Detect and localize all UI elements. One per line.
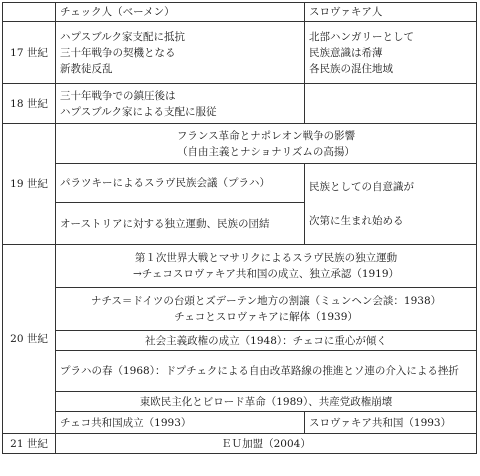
czech-18-cell bbox=[56, 84, 305, 124]
slovak-17-line: 各民族の混住地域 bbox=[309, 62, 393, 75]
history-table-container bbox=[2, 2, 477, 454]
czech-17-line: 三十年戦争の契機となる bbox=[60, 46, 176, 59]
czech-18-line: ハプスブルク家による支配に服従 bbox=[60, 105, 217, 118]
c20-prague-spring-cell bbox=[56, 351, 477, 392]
header-czech: チェック人（ベーメン） bbox=[56, 3, 305, 22]
c20-nazi-line: チェコとスロヴァキアに解体（1939） bbox=[174, 311, 358, 323]
row-17th-century bbox=[3, 22, 477, 84]
c20-nazi-line: ナチス＝ドイツの台頭とズデーテン地方の割譲（ミュンヘン会談：1938） bbox=[90, 295, 442, 307]
century-label-19: 19 世紀 bbox=[3, 124, 56, 245]
century-label-17: 17 世紀 bbox=[3, 22, 56, 84]
row-20th-ww1 bbox=[3, 245, 477, 288]
century-label-20: 20 世紀 bbox=[3, 245, 56, 434]
slovak-17-line: 民族意識は希薄 bbox=[309, 46, 383, 59]
header-slovak: スロヴァキア人 bbox=[305, 3, 477, 22]
row-20th-republics bbox=[3, 412, 477, 434]
row-19th-century-shared bbox=[3, 124, 477, 164]
c19-shared-line: フランス革命とナポレオン戦争の影響 bbox=[176, 129, 356, 142]
czech-19-slav-congress bbox=[56, 164, 305, 203]
czech-17-cell bbox=[56, 22, 305, 84]
c20-nazi-cell bbox=[56, 288, 477, 331]
century-label-18: 18 世紀 bbox=[3, 84, 56, 124]
czech-19-independence bbox=[56, 203, 305, 245]
c19-shared-line: （自由主義とナショナリズムの高揚） bbox=[177, 145, 355, 158]
czech-19-slav-congress-text: パラツキーによるスラヴ民族会議（プラハ） bbox=[60, 177, 270, 189]
c20-ww1-line: →チェコスロヴァキア共和国の成立、独立承認（1919） bbox=[132, 268, 400, 280]
slovak-18-empty-cell bbox=[305, 84, 477, 124]
czech-republic-cell: チェコ共和国成立（1993） bbox=[56, 412, 305, 434]
c20-velvet-cell: 東欧民主化とビロード革命（1989）、共産党政権崩壊 bbox=[56, 392, 477, 412]
c20-prague-spring-text: プラハの春（1968）：ドプチェクによる自由改革路線の推進とソ連の介入による挫折 bbox=[60, 365, 459, 377]
row-20th-prague-spring bbox=[3, 351, 477, 392]
czech-19-independence-text: オーストリアに対する独立運動、民族の団結 bbox=[60, 217, 270, 230]
slovak-19-cell bbox=[305, 164, 477, 245]
czech-17-line: ハプスブルク家支配に抵抗 bbox=[60, 30, 185, 43]
row-19th-century-a bbox=[3, 164, 477, 203]
czech-18-line: 三十年戦争での鎮圧後は bbox=[60, 89, 176, 102]
header-row bbox=[3, 3, 477, 22]
row-20th-socialist bbox=[3, 331, 477, 351]
row-20th-nazi bbox=[3, 288, 477, 331]
slovak-republic-cell: スロヴァキア共和国（1993） bbox=[305, 412, 477, 434]
row-21st-century bbox=[3, 434, 477, 454]
c21-eu-cell: ＥＵ加盟（2004） bbox=[56, 434, 477, 454]
header-century-cell bbox=[3, 3, 56, 22]
czech-17-line: 新教徒反乱 bbox=[60, 62, 113, 75]
row-20th-velvet bbox=[3, 392, 477, 412]
c20-socialist-cell: 社会主義政権の成立（1948）：チェコに重心が傾く bbox=[56, 331, 477, 351]
slovak-17-cell bbox=[305, 22, 477, 84]
slovak-17-line: 北部ハンガリーとして bbox=[309, 30, 414, 43]
slovak-19-line: 民族としての自意識が bbox=[309, 181, 414, 193]
century-label-21: 21 世紀 bbox=[3, 434, 56, 454]
czech-slovak-history-table bbox=[2, 2, 477, 454]
c20-ww1-line: 第１次世界大戦とマサリクによるスラヴ民族の独立運動 bbox=[134, 252, 398, 264]
slovak-19-line: 次第に生まれ始める bbox=[309, 215, 404, 227]
row-18th-century bbox=[3, 84, 477, 124]
c20-ww1-cell bbox=[56, 245, 477, 288]
c19-shared-cell bbox=[56, 124, 477, 164]
